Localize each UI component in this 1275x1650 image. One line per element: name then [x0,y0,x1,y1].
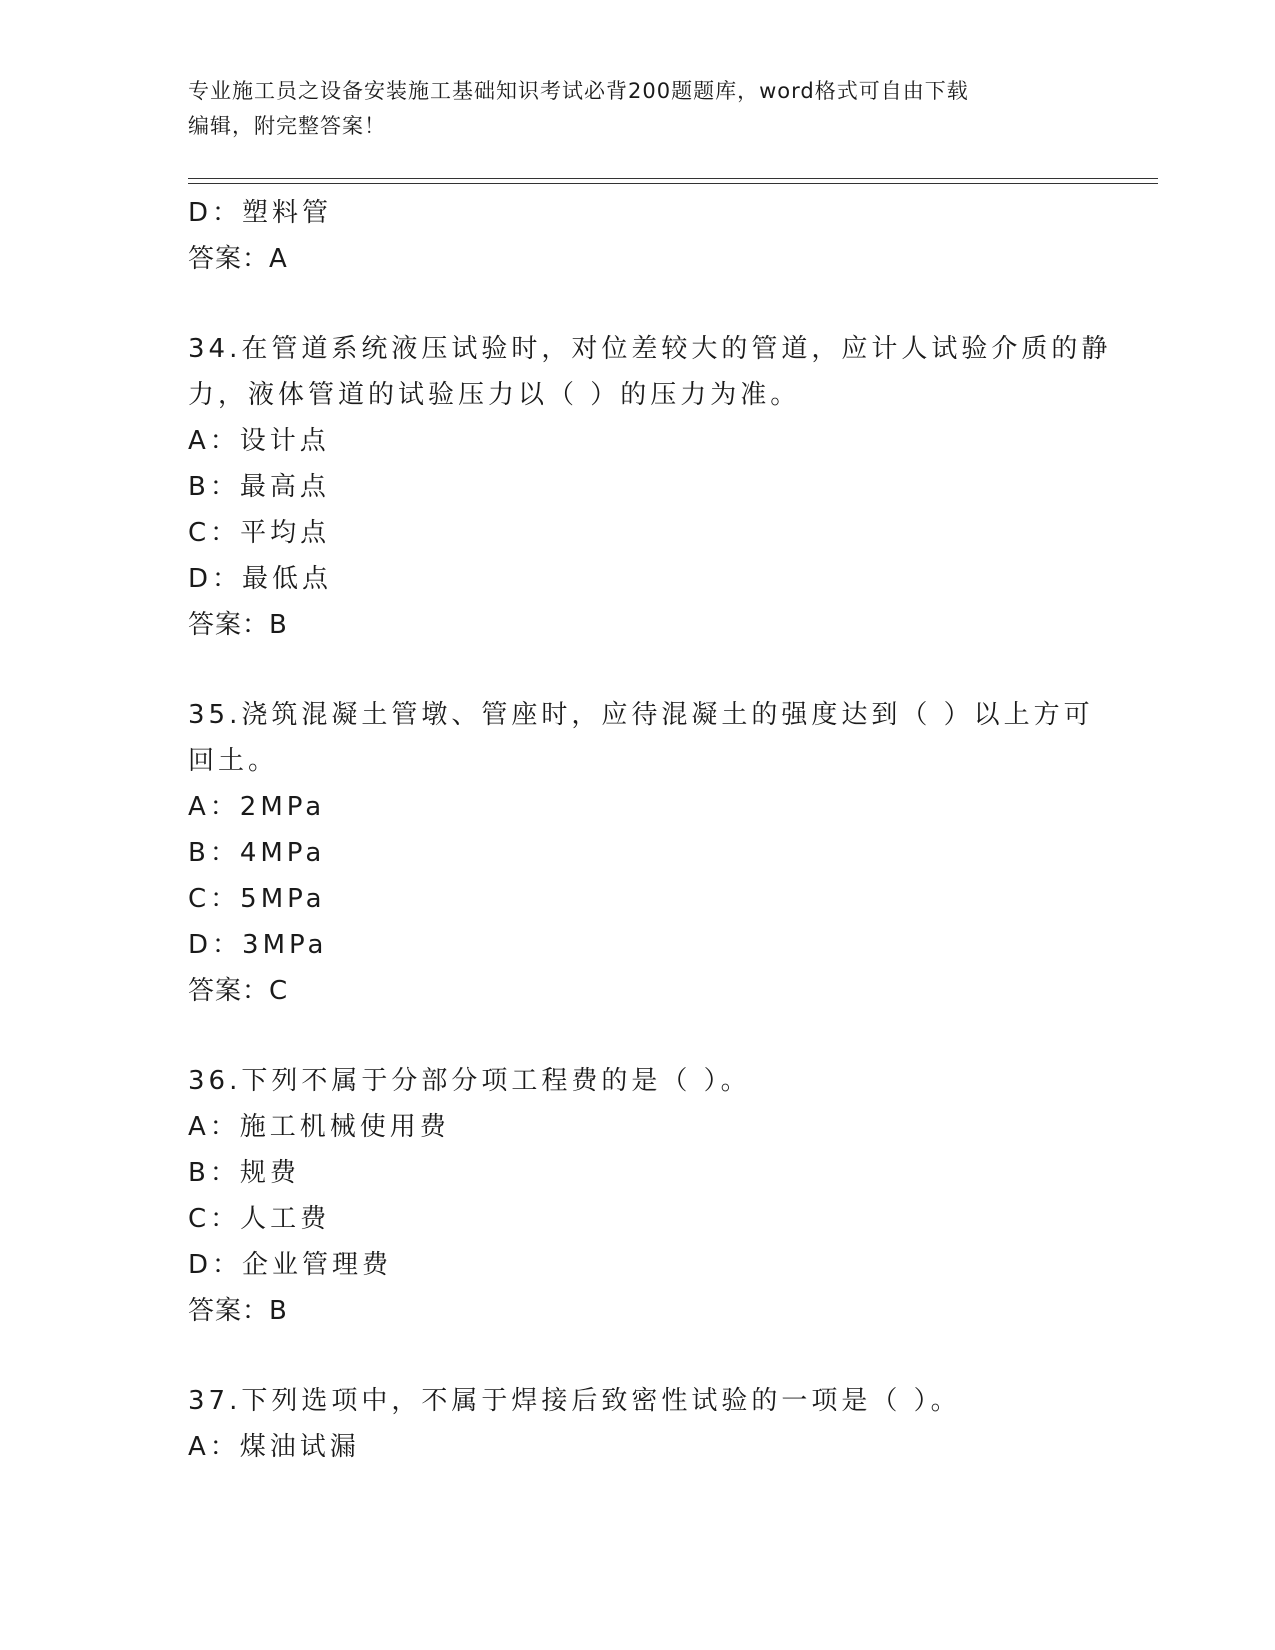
option-b: B：规费 [188,1158,300,1188]
header-title-line-2: 编辑，附完整答案！ [188,114,386,138]
spacer [188,648,1088,692]
option-c: C：5MPa [188,884,326,914]
spacer [188,282,1088,326]
answer: 答案：B [188,1296,288,1326]
question-35 [188,692,1094,1014]
answer: 答案：B [188,610,288,640]
spacer [188,1334,1088,1378]
option-c: C：平均点 [188,518,331,548]
option-d: D：塑料管 [188,198,333,228]
question-text-line-2: 力，液体管道的试验压力以（ ）的压力为准。 [188,380,801,410]
spacer [188,1014,1088,1058]
option-a: A：施工机械使用费 [188,1112,450,1142]
question-text-line-2: 回土。 [188,746,279,776]
question-text-line-1: 36.下列不属于分部分项工程费的是（ ）。 [188,1066,751,1096]
option-a: A：2MPa [188,792,326,822]
question-text-line-1: 37.下列选项中，不属于焊接后致密性试验的一项是（ ）。 [188,1386,961,1416]
question-34 [188,326,1112,648]
question-text-line-1: 34.在管道系统液压试验时，对位差较大的管道，应计人试验介质的静 [188,334,1112,364]
option-b: B：4MPa [188,838,326,868]
header-title-line-1: 专业施工员之设备安装施工基础知识考试必背200题题库，word格式可自由下载 [188,79,969,103]
header-divider-bottom [188,183,1158,184]
option-b: B：最高点 [188,472,330,502]
header-divider-top [188,178,1158,179]
option-d: D：企业管理费 [188,1250,393,1280]
option-a: A：设计点 [188,426,330,456]
previous-question-tail [188,190,1088,282]
question-37 [188,1378,1088,1470]
question-36 [188,1058,1088,1334]
answer: 答案：A [188,244,288,274]
option-a: A：煤油试漏 [188,1432,360,1462]
question-list [188,190,1112,1470]
option-d: D：3MPa [188,930,328,960]
answer: 答案：C [188,976,289,1006]
option-c: C：人工费 [188,1204,331,1234]
question-text-line-1: 35.浇筑混凝土管墩、管座时，应待混凝土的强度达到（ ）以上方可 [188,700,1094,730]
option-d: D：最低点 [188,564,333,594]
document-header [188,74,1088,144]
